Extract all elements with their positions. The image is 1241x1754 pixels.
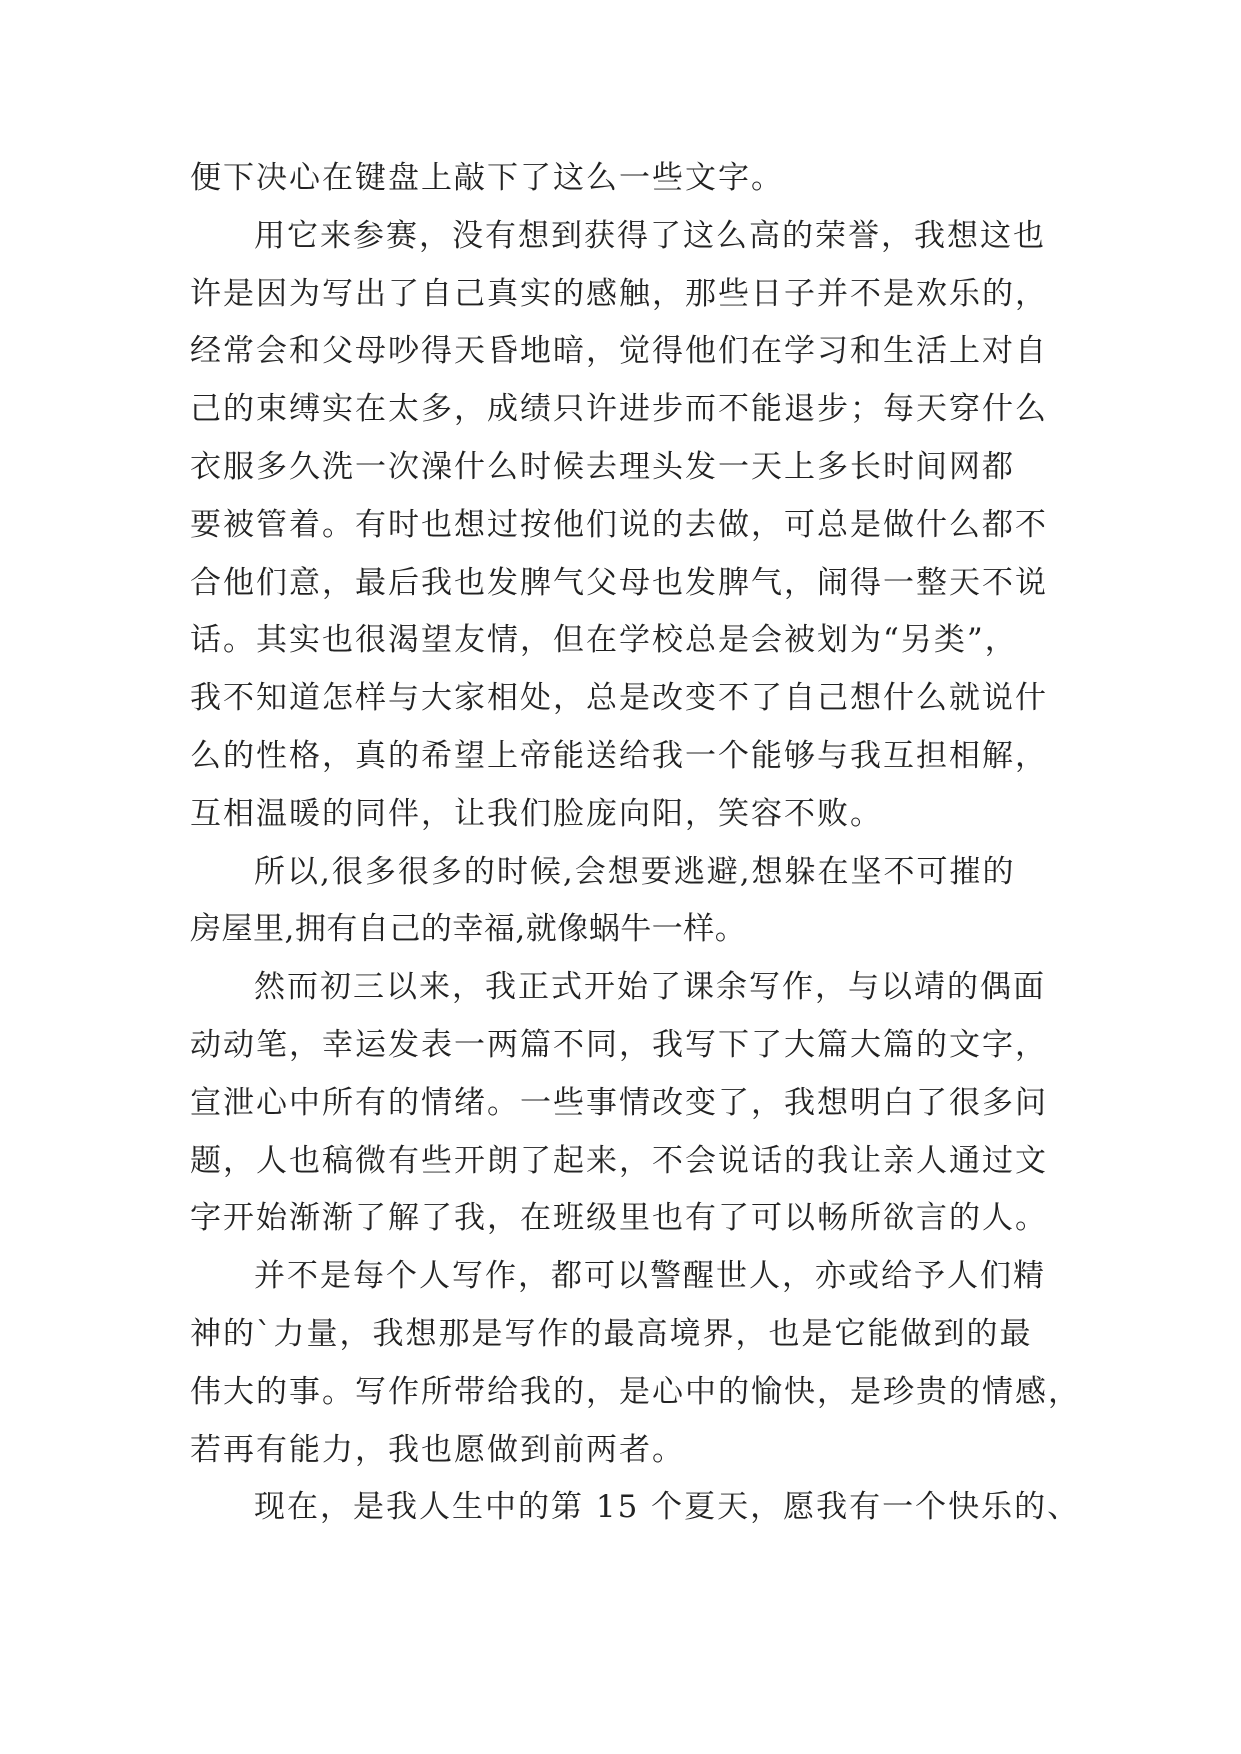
text-line: 若再有能力，我也愿做到前两者。 (190, 1431, 685, 1468)
text-line: 伟大的事。写作所带给我的，是心中的愉快，是珍贵的情感， (190, 1373, 1081, 1410)
paragraph-first-line: 现在，是我人生中的第 15 个夏天，愿我有一个快乐的、 (254, 1489, 1081, 1526)
paragraph-first-line: 所以,很多很多的时候,会想要逃避,想躲在坚不可摧的 (254, 853, 1016, 890)
paragraph-first-line: 并不是每个人写作，都可以警醒世人，亦或给予人们精 (254, 1258, 1046, 1295)
text-line: 动动笔，幸运发表一两篇不同，我写下了大篇大篇的文字， (190, 1026, 1048, 1063)
text-line: 字开始渐渐了解了我，在班级里也有了可以畅所欲言的人。 (190, 1200, 1048, 1237)
text-line: 宣泄心中所有的情绪。一些事情改变了，我想明白了很多问 (190, 1084, 1048, 1121)
text-line: 么的性格，真的希望上帝能送给我一个能够与我互担相解， (190, 737, 1048, 774)
text-line: 经常会和父母吵得天昏地暗，觉得他们在学习和生活上对自 (190, 333, 1048, 370)
text-line: 话。其实也很渴望友情，但在学校总是会被划为“另类”， (190, 622, 1018, 659)
text-line: 己的束缚实在太多，成绩只许进步而不能退步；每天穿什么 (190, 391, 1048, 428)
text-line: 衣服多久洗一次澡什么时候去理头发一天上多长时间网都 (190, 448, 1015, 485)
text-line: 题，人也稿微有些开朗了起来，不会说话的我让亲人通过文 (190, 1142, 1048, 1179)
paragraph-first-line: 用它来参赛，没有想到获得了这么高的荣誉，我想这也 (254, 217, 1046, 254)
text-line: 互相温暖的同伴，让我们脸庞向阳，笑容不败。 (190, 795, 883, 832)
text-line: 合他们意，最后我也发脾气父母也发脾气，闹得一整天不说 (190, 564, 1048, 601)
paragraph-first-line: 然而初三以来，我正式开始了课余写作，与以靖的偶面 (254, 969, 1046, 1006)
text-line: 我不知道怎样与大家相处，总是改变不了自己想什么就说什 (190, 680, 1048, 717)
body-text (190, 150, 1081, 1537)
text-line: 神的`力量，我想那是写作的最高境界，也是它能做到的最 (190, 1315, 1033, 1352)
text-line: 便下决心在键盘上敲下了这么一些文字。 (190, 160, 784, 196)
text-line: 许是因为写出了自己真实的感触，那些日子并不是欢乐的， (190, 275, 1048, 312)
text-line: 要被管着。有时也想过按他们说的去做，可总是做什么都不 (190, 506, 1048, 543)
text-line: 房屋里,拥有自己的幸福,就像蜗牛一样。 (190, 911, 747, 948)
